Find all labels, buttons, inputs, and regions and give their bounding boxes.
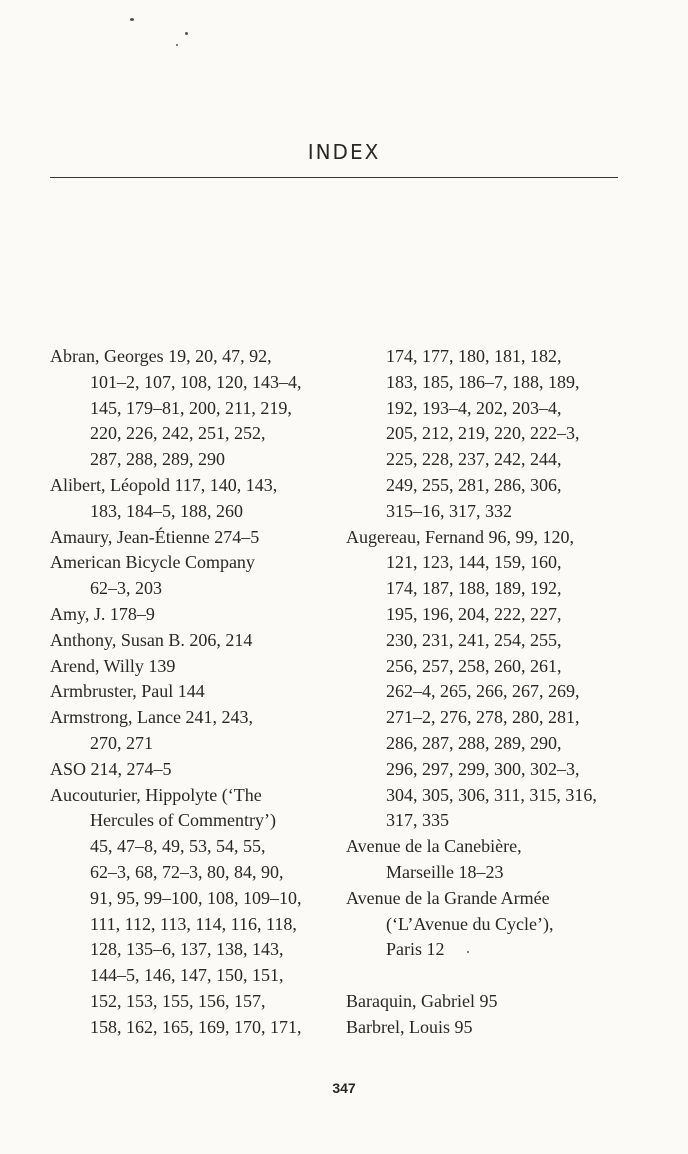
index-column-right bbox=[346, 344, 636, 1041]
index-entry-line: 62–3, 68, 72–3, 80, 84, 90, bbox=[90, 861, 284, 882]
index-entry-line: 205, 212, 219, 220, 222–3, bbox=[386, 423, 580, 444]
index-entry-line: 270, 271 bbox=[90, 732, 153, 753]
index-entry-line: 91, 95, 99–100, 108, 109–10, bbox=[90, 887, 302, 908]
index-entry-line: 62–3, 203 bbox=[90, 578, 162, 599]
index-entry-line: 225, 228, 237, 242, 244, bbox=[386, 449, 562, 470]
index-entry-line: Armbruster, Paul 144 bbox=[50, 681, 205, 702]
index-entry-line: 174, 177, 180, 181, 182, bbox=[386, 346, 562, 366]
index-entry-line: 183, 185, 186–7, 188, 189, bbox=[386, 371, 580, 392]
index-entry-line: 152, 153, 155, 156, 157, bbox=[90, 990, 266, 1011]
index-entry-line: 256, 257, 258, 260, 261, bbox=[386, 655, 562, 676]
index-entry-line: 195, 196, 204, 222, 227, bbox=[386, 603, 562, 624]
index-entry-line: 45, 47–8, 49, 53, 54, 55, bbox=[90, 836, 266, 857]
index-entry-line: Amaury, Jean-Étienne 274–5 bbox=[50, 526, 260, 547]
page-title: INDEX bbox=[307, 140, 381, 164]
index-entry-line: 183, 184–5, 188, 260 bbox=[90, 500, 243, 521]
index-entry-line: 287, 288, 289, 290 bbox=[90, 449, 225, 470]
index-entry-line: 158, 162, 165, 169, 170, 171, bbox=[90, 1016, 302, 1037]
index-entry-line: 145, 179–81, 200, 211, 219, bbox=[90, 397, 292, 418]
scan-speck bbox=[185, 32, 188, 35]
index-entry-line: Alibert, Léopold 117, 140, 143, bbox=[50, 474, 278, 495]
index-entry-line: 174, 187, 188, 189, 192, bbox=[386, 578, 562, 599]
index-entry-line: Avenue de la Canebière, bbox=[346, 836, 522, 857]
index-entry-line: Anthony, Susan B. 206, 214 bbox=[50, 629, 253, 650]
index-entry-line: (‘L’Avenue du Cycle’), bbox=[386, 913, 554, 934]
index-entry-line: Paris 12 bbox=[386, 939, 445, 960]
scan-speck bbox=[130, 18, 134, 21]
index-entry-line: Aucouturier, Hippolyte (‘The bbox=[50, 784, 262, 805]
index-entry-line: 271–2, 276, 278, 280, 281, bbox=[386, 707, 580, 728]
index-entry-line: 230, 231, 241, 254, 255, bbox=[386, 629, 562, 650]
index-entry-line: Abran, Georges 19, 20, 47, 92, bbox=[50, 346, 272, 366]
index-entry-line: Avenue de la Grande Armée bbox=[346, 887, 550, 908]
index-entry-line: American Bicycle Company bbox=[50, 552, 255, 573]
title-rule bbox=[50, 177, 618, 178]
index-entry-line: Barbrel, Louis 95 bbox=[346, 1016, 473, 1037]
index-entry-line: Augereau, Fernand 96, 99, 120, bbox=[346, 526, 574, 547]
index-entry-line: 262–4, 265, 266, 267, 269, bbox=[386, 681, 580, 702]
index-entry-line: 315–16, 317, 332 bbox=[386, 500, 512, 521]
index-entry-line: 317, 335 bbox=[386, 810, 449, 831]
index-entry-line: Armstrong, Lance 241, 243, bbox=[50, 707, 253, 728]
index-letter-gap bbox=[346, 963, 636, 989]
index-entry-line: 144–5, 146, 147, 150, 151, bbox=[90, 965, 284, 986]
index-entry-line: 111, 112, 113, 114, 116, 118, bbox=[90, 913, 297, 934]
index-entry-line: 249, 255, 281, 286, 306, bbox=[386, 474, 562, 495]
index-column-left bbox=[50, 344, 340, 1041]
index-entry-line: 296, 297, 299, 300, 302–3, bbox=[386, 758, 580, 779]
index-entry-line: Amy, J. 178–9 bbox=[50, 603, 155, 624]
index-entry-line: 192, 193–4, 202, 203–4, bbox=[386, 397, 562, 418]
index-entry-line: 121, 123, 144, 159, 160, bbox=[386, 552, 562, 573]
index-entry-line: 101–2, 107, 108, 120, 143–4, bbox=[90, 371, 302, 392]
page-number: 347 bbox=[332, 1080, 356, 1096]
index-entry-line: 220, 226, 242, 251, 252, bbox=[90, 423, 266, 444]
index-entry-line: 286, 287, 288, 289, 290, bbox=[386, 732, 562, 753]
index-entry-line: 128, 135–6, 137, 138, 143, bbox=[90, 939, 284, 960]
index-entry-line: Marseille 18–23 bbox=[386, 861, 504, 882]
index-entry-line: 304, 305, 306, 311, 315, 316, bbox=[386, 784, 597, 805]
index-entry-line: ASO 214, 274–5 bbox=[50, 758, 172, 779]
index-entry-line: Hercules of Commentry’) bbox=[90, 810, 276, 831]
scan-speck bbox=[176, 44, 178, 46]
index-entry-line: Baraquin, Gabriel 95 bbox=[346, 990, 498, 1011]
index-entry-line: Arend, Willy 139 bbox=[50, 655, 176, 676]
